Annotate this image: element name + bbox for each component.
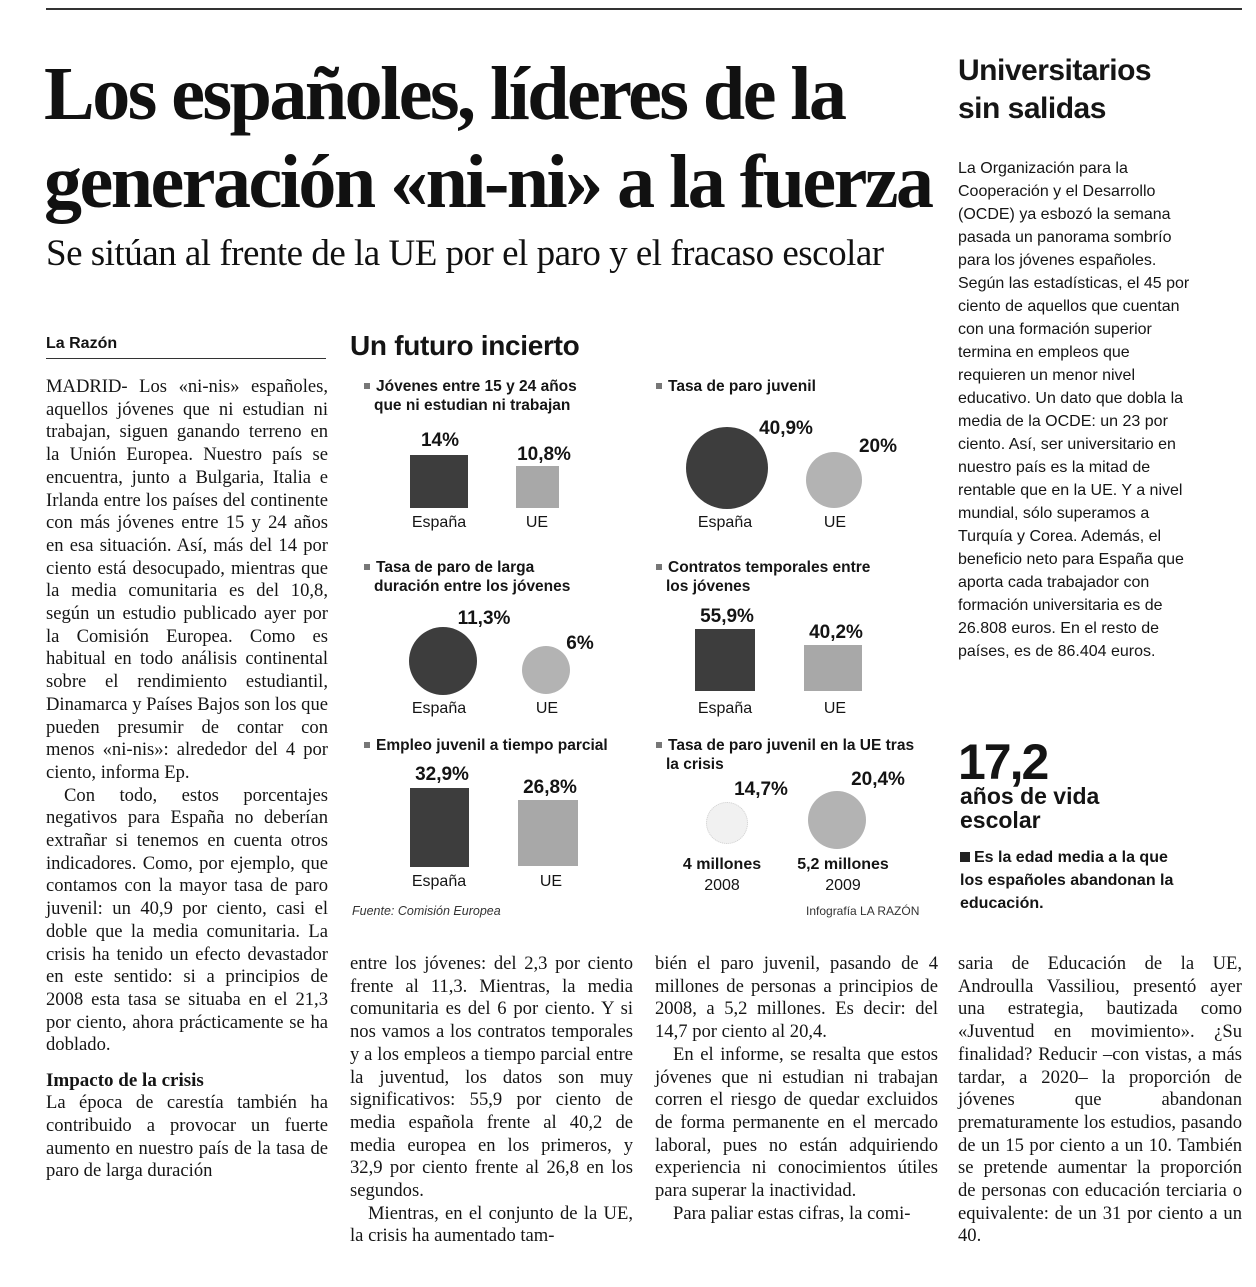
- bullet-square-icon: [960, 852, 970, 862]
- panel-title-line-1: Contratos temporales entre: [668, 559, 871, 576]
- bullet-icon: [364, 564, 370, 570]
- label-eu: UE: [539, 873, 563, 890]
- sub-2008: 4 millones: [682, 856, 762, 873]
- label-spain: España: [697, 700, 753, 717]
- panel-title-4: [656, 558, 870, 596]
- label-spain: España: [411, 514, 467, 531]
- value-spain: 55,9%: [700, 606, 754, 627]
- spain-circle: [409, 627, 477, 695]
- big-number-label-line-1: años de vida: [960, 783, 1100, 809]
- label-2009: 2009: [825, 877, 861, 894]
- sidebar-body: La Organización para la Cooperación y el Desarrollo (OCDE) ya esbozó la semana pasada un panorama sombrío para los jóvenes españoles. Según las estadísticas, el 45 por ciento de aquellos que cuentan con una formación superior termina en empleos que requieren un menor nivel educativo. Un dato que dobla la media de la OCDE: un 23 por ciento. Así, ser universitario en nuestro país es la mitad de rentable que en la UE. Y a nivel mundial, sólo superamos a Turquía y Corea. Además, el beneficio neto para España que aporta cada trabajador con formación universitaria es de 26.808 euros. En el resto de países, es de 86.404 euros.: [958, 160, 1190, 660]
- article-column-4: [958, 953, 1242, 1248]
- circle-2009: [808, 791, 866, 849]
- panel-title-line-1: Jóvenes entre 15 y 24 años: [376, 378, 577, 395]
- label-spain: España: [697, 514, 753, 531]
- infographic-title: Un futuro incierto: [350, 330, 580, 361]
- paragraph: En el informe, se resalta que estos jóvenes que ni estudian ni trabajan corren el riesgo de quedar excluidos de forma permanente en el mercado laboral, pues no están adquiriendo experiencia ni conocimientos útiles para superar la inactividad.: [655, 1043, 938, 1202]
- paragraph: saria de Educación de la UE, Androulla Vassiliou, presentó ayer una estrategia, bautizada como «Juventud en movimiento». ¿Su finalidad? Reducir –con vistas, a más tardar, a 2020– la proporción de jóvenes que abandonan prematuramente los estudios, pasando de un 15 por ciento a un 10. También se pretende aumentar la proporción de personas con educación terciaria o equivalente: de un 31 por ciento a un 40.: [958, 953, 1242, 1247]
- panel-title-line-1: Empleo juvenil a tiempo parcial: [376, 737, 608, 754]
- big-number-caption: [960, 846, 1190, 915]
- sub-2009: 5,2 millones: [797, 856, 889, 873]
- panel-title-3: [364, 558, 570, 596]
- panel-title-2: [656, 377, 816, 396]
- panel-title-line-2: los jóvenes: [666, 578, 751, 595]
- headline: [44, 50, 944, 226]
- article-column-2: [350, 953, 633, 1248]
- sidebar-title: [958, 52, 1248, 128]
- infographic-source: Fuente: Comisión Europea: [352, 904, 501, 918]
- paragraph: Para paliar estas cifras, la comi-: [673, 1202, 911, 1224]
- article-column-1: [46, 376, 328, 1183]
- bullet-icon: [364, 383, 370, 389]
- bullet-icon: [656, 383, 662, 389]
- infographic-credit: Infografía LA RAZÓN: [806, 904, 920, 918]
- circle-2008: [706, 802, 748, 844]
- panel-title-line-2: la crisis: [666, 756, 724, 773]
- top-rule: [46, 8, 1242, 10]
- eu-square: [804, 645, 862, 691]
- paragraph: MADRID- Los «ni-nis» españoles, aquellos jóvenes que ni estudian ni trabajan, siguen ganando terreno en la Unión Europea. Nuestro país se encuentra, junto a Bulgaria, Italia e Irlanda entre los países del continente con más jóvenes entre 15 y 24 años en esa situación. Así, más del 14 por ciento está desocupado, mientras que la media comunitaria es del 10,8, según un estudio publicado ayer por la Comisión Europea. Como es habitual en todo análisis continental sobre el rendimiento estudiantil, Dinamarca y Países Bajos son los que pueden presumir de contar con menos «ni-nis»: alrededor del 4 por ciento, informa Ep.: [46, 376, 328, 783]
- value-2008: 14,7%: [734, 779, 788, 800]
- paragraph: Mientras, en el conjunto de la UE, la crisis ha aumentado tam-: [350, 1202, 633, 1247]
- label-2008: 2008: [704, 877, 740, 894]
- headline-line-1: Los españoles, líderes de la: [44, 52, 845, 136]
- panel-title-line-1: Tasa de paro de larga: [376, 559, 535, 576]
- paragraph: entre los jóvenes: del 2,3 por ciento frente al 11,3. Mientras, la media comunitaria es del 6 por ciento. Y si nos vamos a los contratos temporales y a los empleos a tiempo parcial entre la juventud, los datos son muy significativos: 55,9 por ciento de media española frente al 40,2 de media europea en los primeros, y 32,9 por ciento frente al 26,8 en los segundos.: [350, 953, 633, 1202]
- value-eu: 26,8%: [523, 777, 577, 798]
- bullet-icon: [656, 564, 662, 570]
- sidebar-title-line-1: Universitarios: [958, 54, 1152, 87]
- big-number: 17,2: [958, 734, 1048, 790]
- spain-square: [695, 629, 755, 691]
- paragraph: La época de carestía también ha contribuido a provocar un fuerte aumento en nuestro país de la tasa de paro de larga duración: [46, 1092, 328, 1182]
- eu-circle: [806, 452, 862, 508]
- panel-title-5: [364, 736, 608, 755]
- paragraph: Con todo, estos porcentajes negativos para España no deberían extrañar si tenemos en cuenta otros indicadores. Como, por ejemplo, que contamos con la mayor tasa de paro juvenil: un 40,9 por ciento, casi el doble que la media comunitaria. La crisis ha tenido un efecto devastador en este sentido: si a principios de 2008 esta tasa se situaba en el 21,3 por ciento, ahora prácticamente se ha doblado.: [46, 784, 328, 1056]
- value-spain: 14%: [420, 430, 460, 451]
- sidebar-title-line-2: sin salidas: [958, 92, 1106, 125]
- value-2009: 20,4%: [851, 769, 905, 790]
- value-spain: 40,9%: [759, 418, 813, 439]
- panel-title-line-2: duración entre los jóvenes: [374, 578, 571, 595]
- label-eu: UE: [525, 514, 549, 531]
- eu-square: [518, 800, 578, 866]
- big-number-label: [960, 784, 1099, 832]
- label-eu: UE: [823, 700, 847, 717]
- label-spain: España: [411, 700, 467, 717]
- panel-title-1: [364, 377, 577, 415]
- section-subhead: Impacto de la crisis: [46, 1070, 204, 1092]
- caption-text: Es la edad media a la que los españoles abandonan la educación.: [960, 849, 1174, 912]
- label-eu: UE: [823, 514, 847, 531]
- article-column-3: [655, 953, 938, 1225]
- paragraph: bién el paro juvenil, pasando de 4 millones de personas a principios de 2008, a 5,2 millones. Es decir: del 14,7 por ciento al 20,4.: [655, 953, 938, 1043]
- panel-title-line-2: que ni estudian ni trabajan: [374, 397, 571, 414]
- panel-title-line-1: Tasa de paro juvenil: [668, 378, 816, 395]
- byline: La Razón: [46, 335, 118, 352]
- label-spain: España: [411, 873, 467, 890]
- headline-line-2: generación «ni-ni» a la fuerza: [44, 140, 932, 224]
- panel-title-line-1: Tasa de paro juvenil en la UE tras: [668, 737, 915, 754]
- subheadline: Se sitúan al frente de la UE por el paro y el fracaso escolar: [46, 233, 884, 274]
- value-spain: 11,3%: [457, 608, 511, 629]
- big-number-label-line-2: escolar: [960, 807, 1041, 833]
- bullet-icon: [656, 742, 662, 748]
- value-spain: 32,9%: [415, 764, 469, 785]
- spain-square: [410, 455, 468, 508]
- spain-square: [410, 788, 469, 867]
- value-eu: 6%: [566, 633, 594, 654]
- value-eu: 10,8%: [517, 444, 571, 465]
- bullet-icon: [364, 742, 370, 748]
- value-eu: 20%: [858, 436, 898, 457]
- eu-square: [516, 466, 559, 508]
- value-eu: 40,2%: [809, 622, 863, 643]
- byline-rule: [46, 358, 326, 359]
- label-eu: UE: [535, 700, 559, 717]
